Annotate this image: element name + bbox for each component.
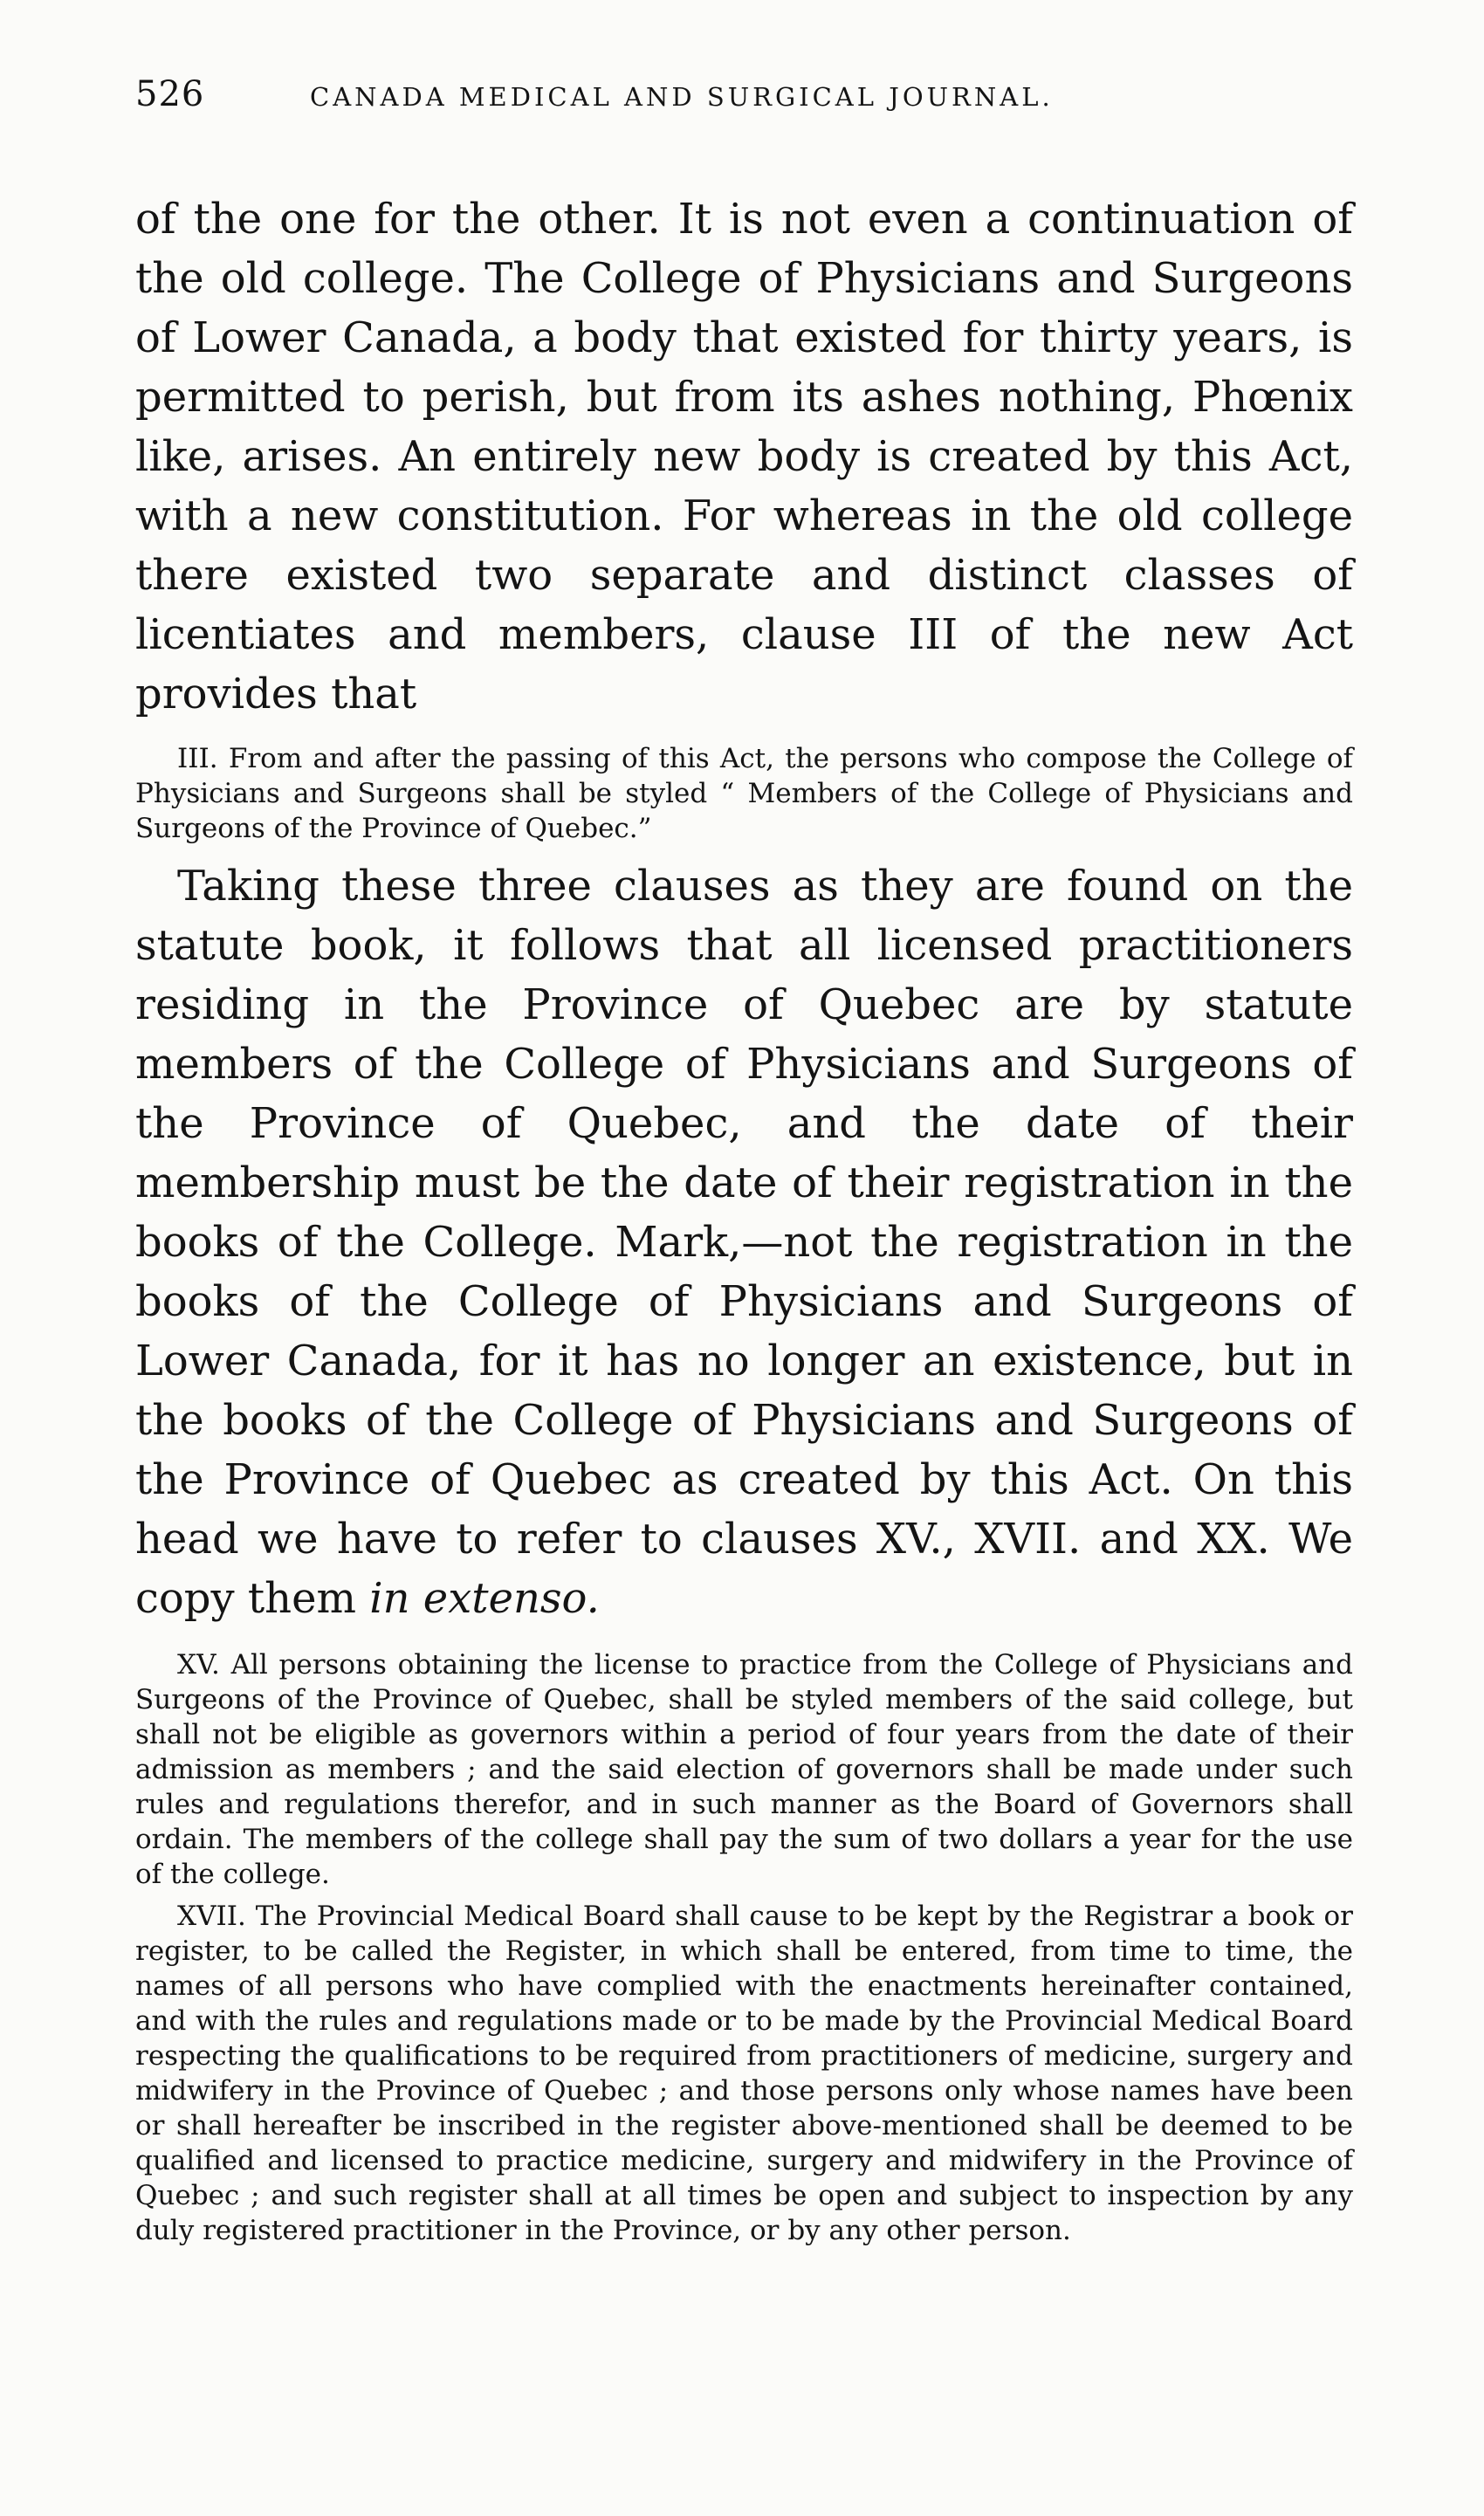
quoted-clause-xvii: XVII. The Provincial Medical Board shall cause to be kept by the Registrar a book or register, to be called the Register, in which shall be entered, from time to time, the names of all persons who have complied with the enactments hereinafter contained, and with the rules and regulations made or to be made by the Provincial Medical Board respecting the qualifications to be required from practitioners of medicine, surgery and midwifery in the Province of Quebec ; and those persons only whose names have been or shall hereafter be inscribed in the register above-mentioned shall be deemed to be qualified and licensed to practice medicine, surgery and midwifery in the Province of Quebec ; and such register shall at all times be open and subject to inspection by any duly registered practitioner in the Province, or by any other person.	[135, 1901, 1353, 2246]
italic-phrase: in extenso.	[369, 1574, 600, 1623]
body-paragraph-continued: of the one for the other. It is not even a continuation of the old college. The College of Physicians and Surgeons of Lower Canada, a body that existed for thirty years, is permitted to perish, but from its ashes nothing, Phœnix like, arises. An entirely new body is created by this Act, with a new constitution. For whereas in the old college there existed two separate and distinct classes of licentiates and members, clause III of the new Act provides that	[135, 195, 1353, 718]
quoted-clause-xv: XV. All persons obtaining the license to practice from the College of Physicians and Surgeons of the Province of Quebec, shall be styled members of the said college, but shall not be eligible as governors within a period of four years from the date of their admission as members ; and the said election of governors shall be made under such rules and regulations therefor, and in such manner as the Board of Governors shall ordain. The members of the college shall pay the sum of two dollars a year for the use of the college.	[135, 1649, 1353, 1890]
page-header	[135, 74, 1353, 135]
journal-page	[135, 74, 1353, 2248]
body-paragraph	[135, 856, 1353, 1628]
page-number: 526	[135, 74, 205, 114]
body-paragraph-text: Taking these three clauses as they are found on the statute book, it follows that all licensed practitioners residing in the Province of Quebec are by statute members of the College of Physicians and Surgeons of the Province of Quebec, and the date of their membership must be the date of their registration in the books of the College. Mark,—not the registration in the books of the College of Physicians and Surgeons of Lower Canada, for it has no longer an existence, but in the books of the College of Physicians and Surgeons of the Province of Quebec as created by this Act. On this head we have to refer to clauses XV., XVII. and XX. We copy them	[135, 862, 1353, 1623]
running-head: CANADA MEDICAL AND SURGICAL JOURNAL.	[310, 82, 1054, 112]
quoted-clause-iii: III. From and after the passing of this Act, the persons who compose the College of Physicians and Surgeons shall be styled “ Members of the College of Physicians and Surgeons of the Province of Quebec.”	[135, 743, 1353, 844]
